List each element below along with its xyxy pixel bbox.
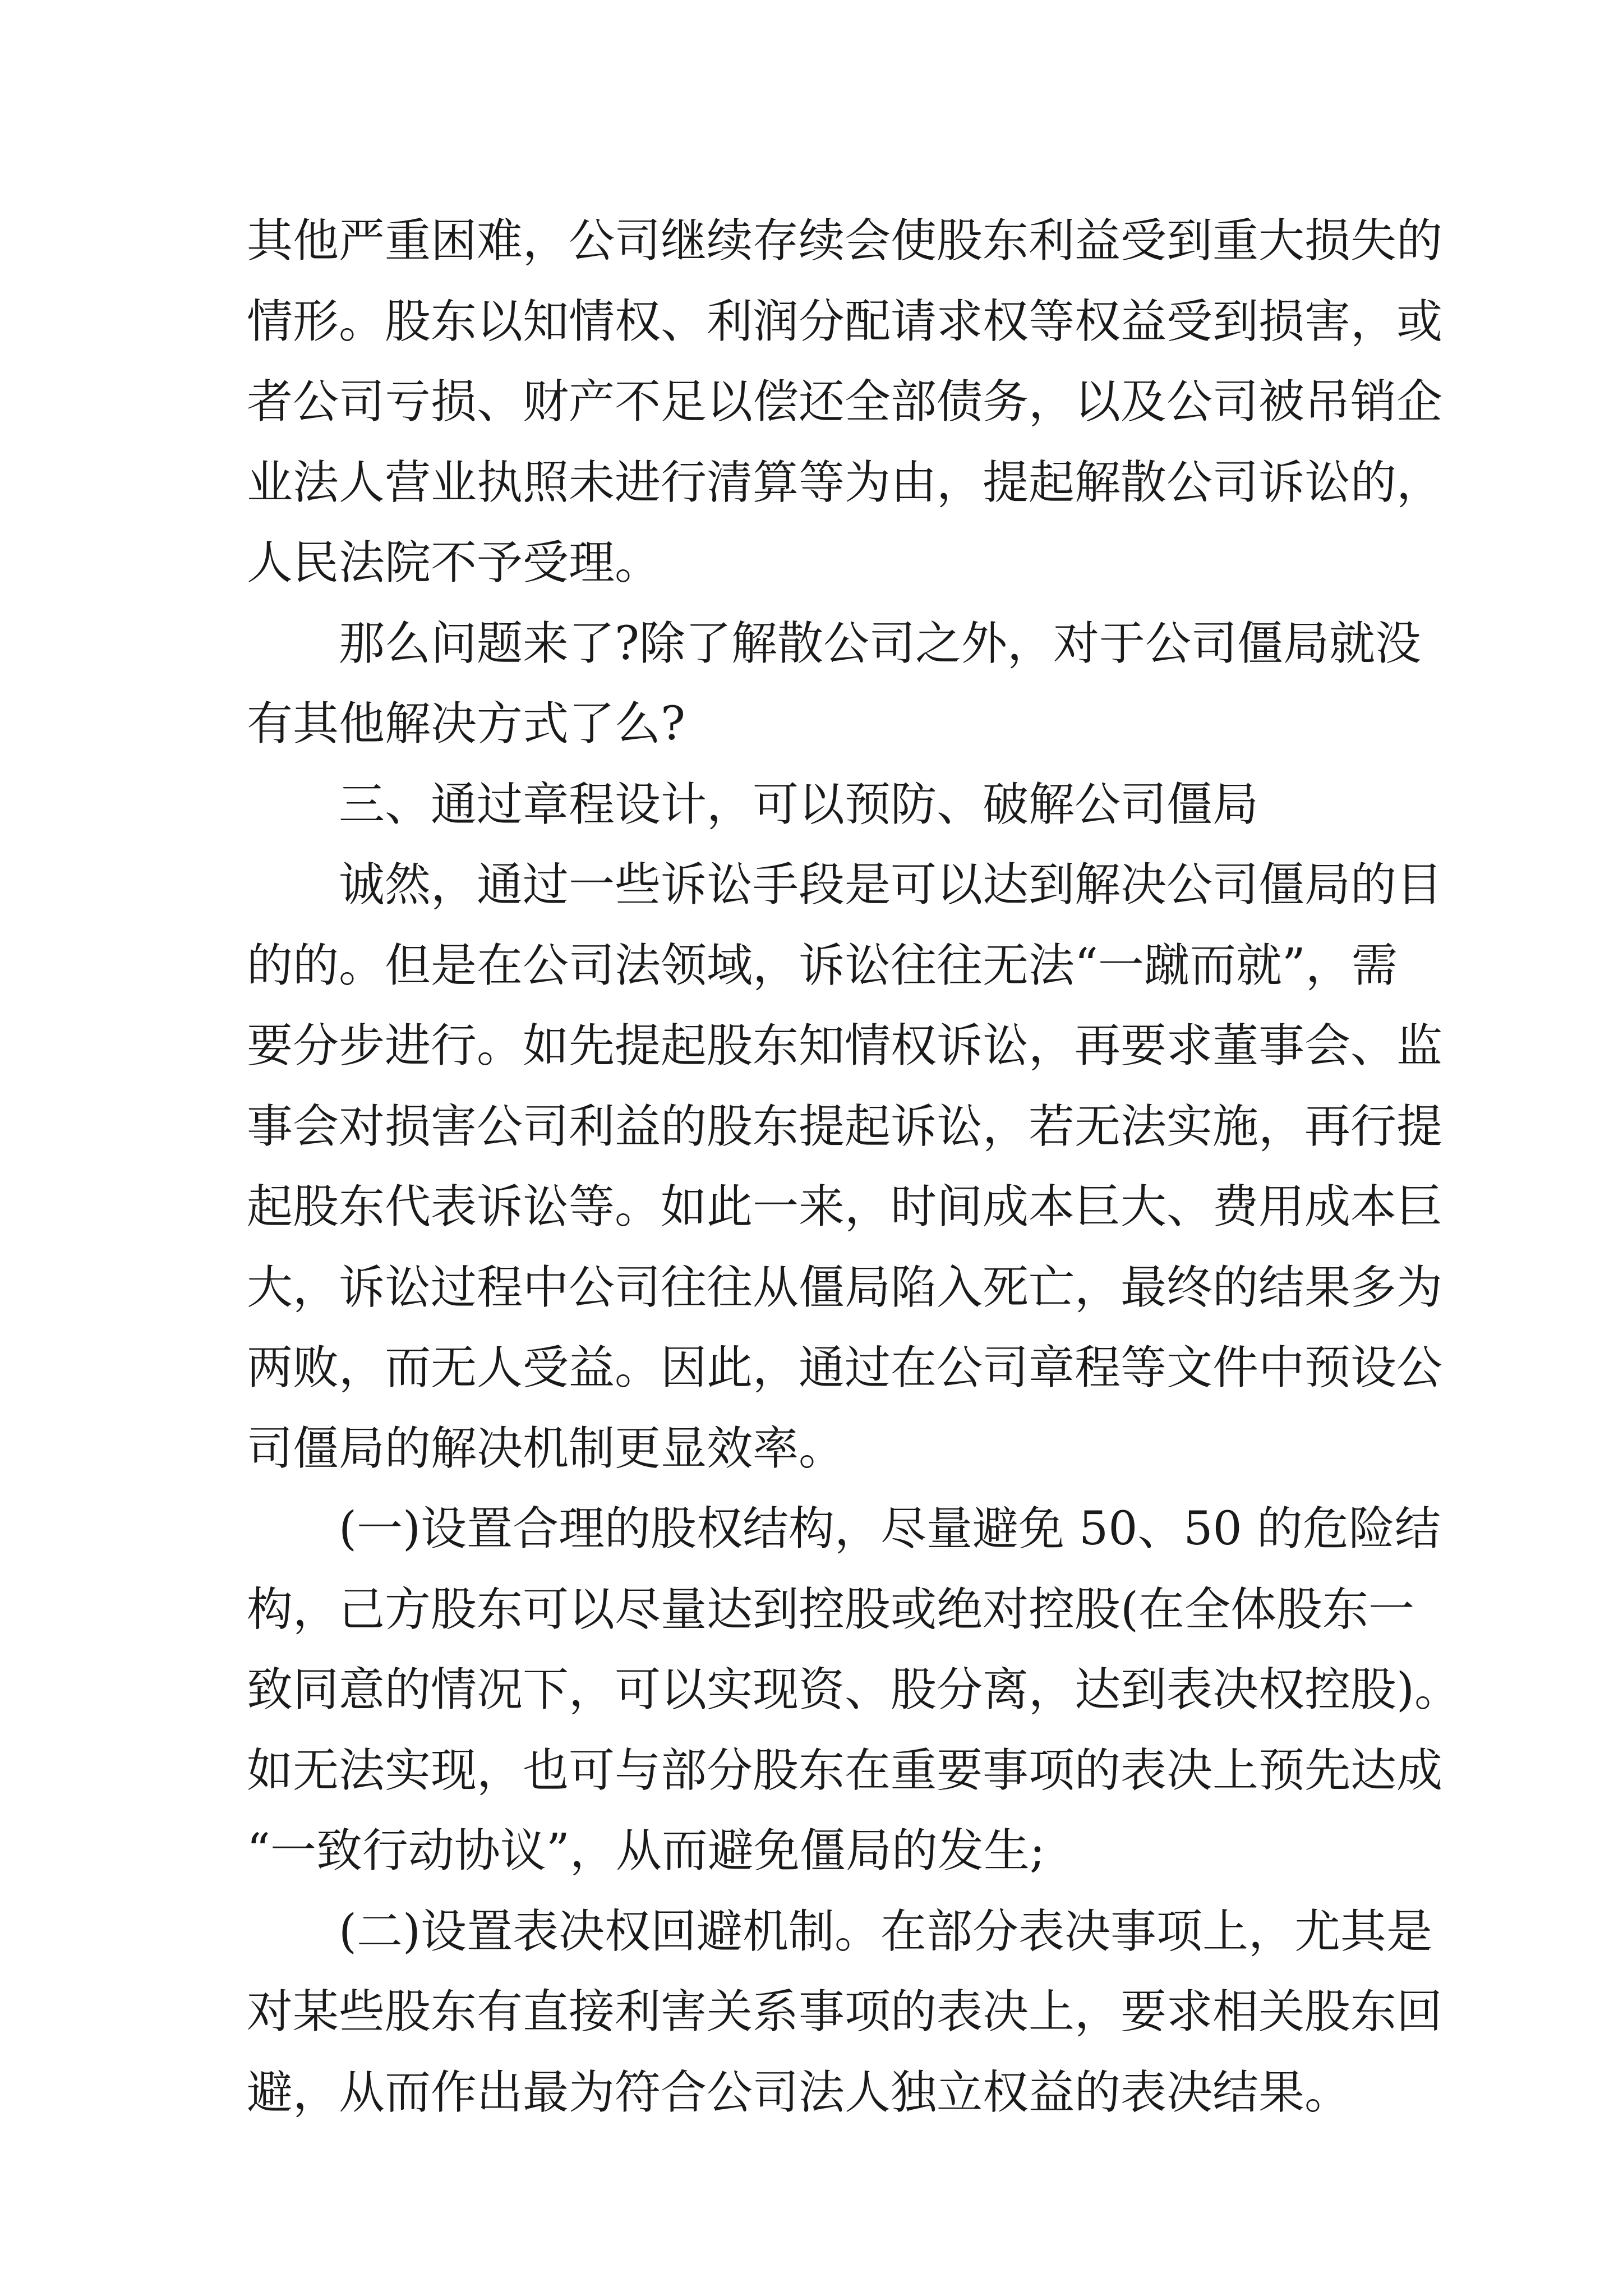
text-line: 对某些股东有直接利害关系事项的表决上，要求相关股东回 — [247, 1985, 1443, 2039]
text-line: 那么问题来了?除了解散公司之外，对于公司僵局就没 — [339, 616, 1421, 670]
paragraph — [247, 201, 1443, 604]
text-line: 两败，而无人受益。因此，通过在公司章程等文件中预设公 — [247, 1341, 1443, 1395]
text-line: 如无法实现，也可与部分股东在重要事项的表决上预先达成 — [247, 1743, 1443, 1797]
text-line: 其他严重困难，公司继续存续会使股东利益受到重大损失的 — [247, 214, 1443, 268]
text-line: 业法人营业执照未进行清算等为由，提起解散公司诉讼的， — [247, 455, 1443, 509]
paragraph — [247, 1892, 1443, 2133]
text-line: (二)设置表决权回避机制。在部分表决事项上，尤其是 — [339, 1904, 1432, 1958]
text-line: 要分步进行。如先提起股东知情权诉讼，再要求董事会、监 — [247, 1019, 1443, 1073]
section-heading — [247, 765, 1380, 845]
paragraph — [247, 845, 1443, 1489]
text-line: 的的。但是在公司法领域，诉讼往往无法“一蹴而就”，需 — [247, 938, 1398, 992]
text-line: 事会对损害公司利益的股东提起诉讼，若无法实施，再行提 — [247, 1099, 1443, 1153]
text-line: (一)设置合理的股权结构，尽量避免 50、50 的危险结 — [339, 1502, 1441, 1556]
text-line: 大，诉讼过程中公司往往从僵局陷入死亡，最终的结果多为 — [247, 1260, 1443, 1314]
document-body — [247, 201, 1460, 2133]
text-line: 构，己方股东可以尽量达到控股或绝对控股(在全体股东一 — [247, 1582, 1414, 1636]
heading-line: 三、通过章程设计，可以预防、破解公司僵局 — [339, 777, 1259, 831]
text-line: 致同意的情况下，可以实现资、股分离，达到表决权控股)。 — [247, 1663, 1460, 1717]
text-line: 司僵局的解决机制更显效率。 — [247, 1421, 845, 1475]
text-line: 者公司亏损、财产不足以偿还全部债务，以及公司被吊销企 — [247, 375, 1443, 429]
text-line: 起股东代表诉讼等。如此一来，时间成本巨大、费用成本巨 — [247, 1180, 1443, 1234]
paragraph — [247, 1489, 1460, 1892]
text-line: 有其他解决方式了么? — [247, 697, 685, 751]
text-line: 情形。股东以知情权、利润分配请求权等权益受到损害，或 — [247, 295, 1443, 348]
paragraph — [247, 604, 1421, 765]
text-line: 诚然，通过一些诉讼手段是可以达到解决公司僵局的目 — [339, 858, 1443, 912]
text-line: 人民法院不予受理。 — [247, 536, 661, 590]
text-line: 避，从而作出最为符合公司法人独立权益的表决结果。 — [247, 2065, 1351, 2119]
text-line: “一致行动协议”，从而避免僵局的发生; — [247, 1824, 1045, 1878]
